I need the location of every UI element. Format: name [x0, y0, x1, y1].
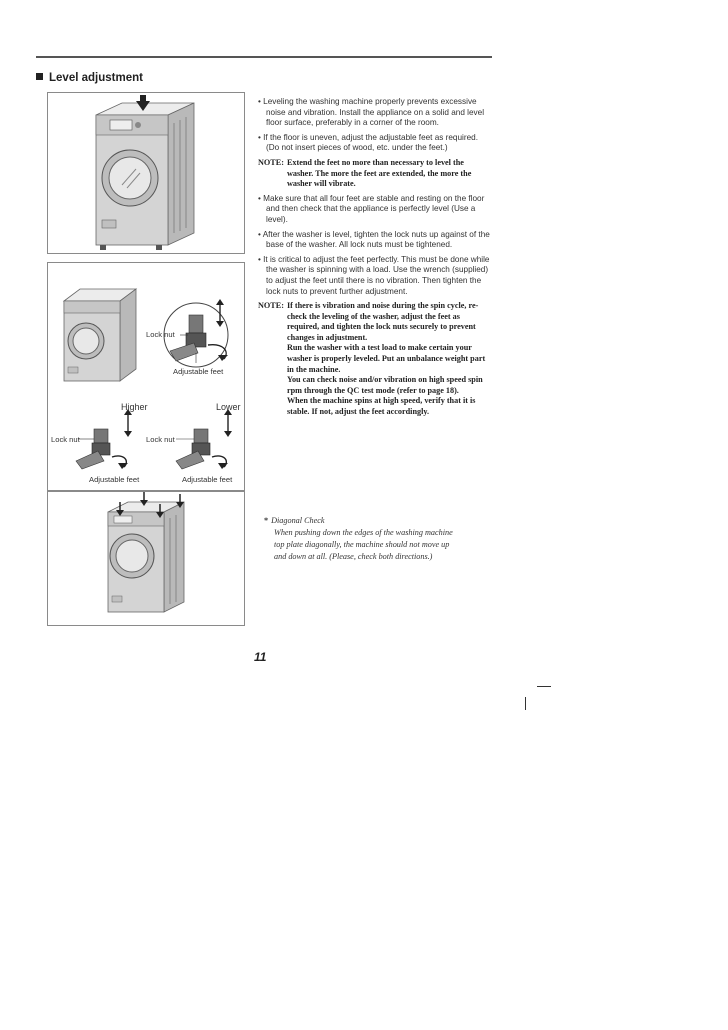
bullet-four-feet: • Make sure that all four feet are stable and resting on the floor and then check that the appliance is perfectly level (Use a level).	[258, 193, 485, 224]
bullet-lock-nuts: • After the washer is level, tighten the lock nuts up against of the base of the washer. All lock nuts must be tightened.	[258, 229, 490, 250]
label-adjustable-feet-left: Adjustable feet	[89, 475, 140, 484]
note-extend-feet: NOTE: Extend the feet no more than necessary to level the washer. The more the feet are extended, the more the washer will vibrate.	[258, 157, 472, 189]
label-lock-nut-top: Lock nut	[146, 330, 175, 339]
label-lock-nut-left: Lock nut	[51, 435, 80, 444]
section-title: Level adjustment	[36, 72, 143, 84]
label-lower: Lower	[216, 402, 241, 412]
bullet-critical-adjust: • It is critical to adjust the feet perfectly. This must be done while the washer is spinning with a load. Use the wrench (supplied) to adjust the feet until there is no vibration. Then tighten the lock nuts to prevent further adjustment.	[258, 254, 490, 296]
label-higher: Higher	[121, 402, 148, 412]
figure-washer-top-arrow	[47, 92, 245, 254]
crop-mark-vertical	[525, 697, 526, 710]
bullet-leveling: • Leveling the washing machine properly prevents excessive noise and vibration. Install the appliance on a solid and level floor surface, preferably in a corner of the room.	[258, 97, 485, 128]
washer-illustration	[48, 93, 244, 253]
asterisk-icon: *	[264, 516, 269, 525]
bullet-square-icon	[36, 73, 43, 80]
label-adjustable-feet-right: Adjustable feet	[182, 475, 233, 484]
figure-diagonal-check	[47, 491, 245, 626]
feet-illustration	[48, 263, 244, 490]
crop-mark-horizontal	[537, 686, 551, 687]
diagonal-check-illustration	[48, 492, 244, 625]
note-vibration: NOTE: If there is vibration and noise during the spin cycle, re-check the leveling of the washer, adjust the feet as required, and tighten the lock nuts securely to prevent changes in adjustment. Run the washer with a test load to make certain your washer is properly leveled. Put an unbalance weight part in the machine. You can check noise and/or vibration on high speed spin rpm through the QC test mode (refer to page 18). When the machine spins at high speed, verify that it is stable. If not, adjust the feet accordingly.	[258, 301, 486, 417]
bullet-uneven-floor: • If the floor is uneven, adjust the adjustable feet as required. (Do not insert pieces of wood, etc. under the feet.)	[258, 132, 478, 153]
label-lock-nut-right: Lock nut	[146, 435, 175, 444]
diagonal-check-note: * Diagonal Check When pushing down the edges of the washing machine top plate diagonally, the machine should not move up and down at all. (Please, check both directions.)	[264, 516, 453, 561]
instructions-column	[258, 97, 490, 422]
label-adjustable-feet-top: Adjustable feet	[173, 367, 224, 376]
figure-adjustable-feet	[47, 262, 245, 491]
page-number: 11	[254, 650, 267, 664]
header-rule	[36, 56, 492, 58]
